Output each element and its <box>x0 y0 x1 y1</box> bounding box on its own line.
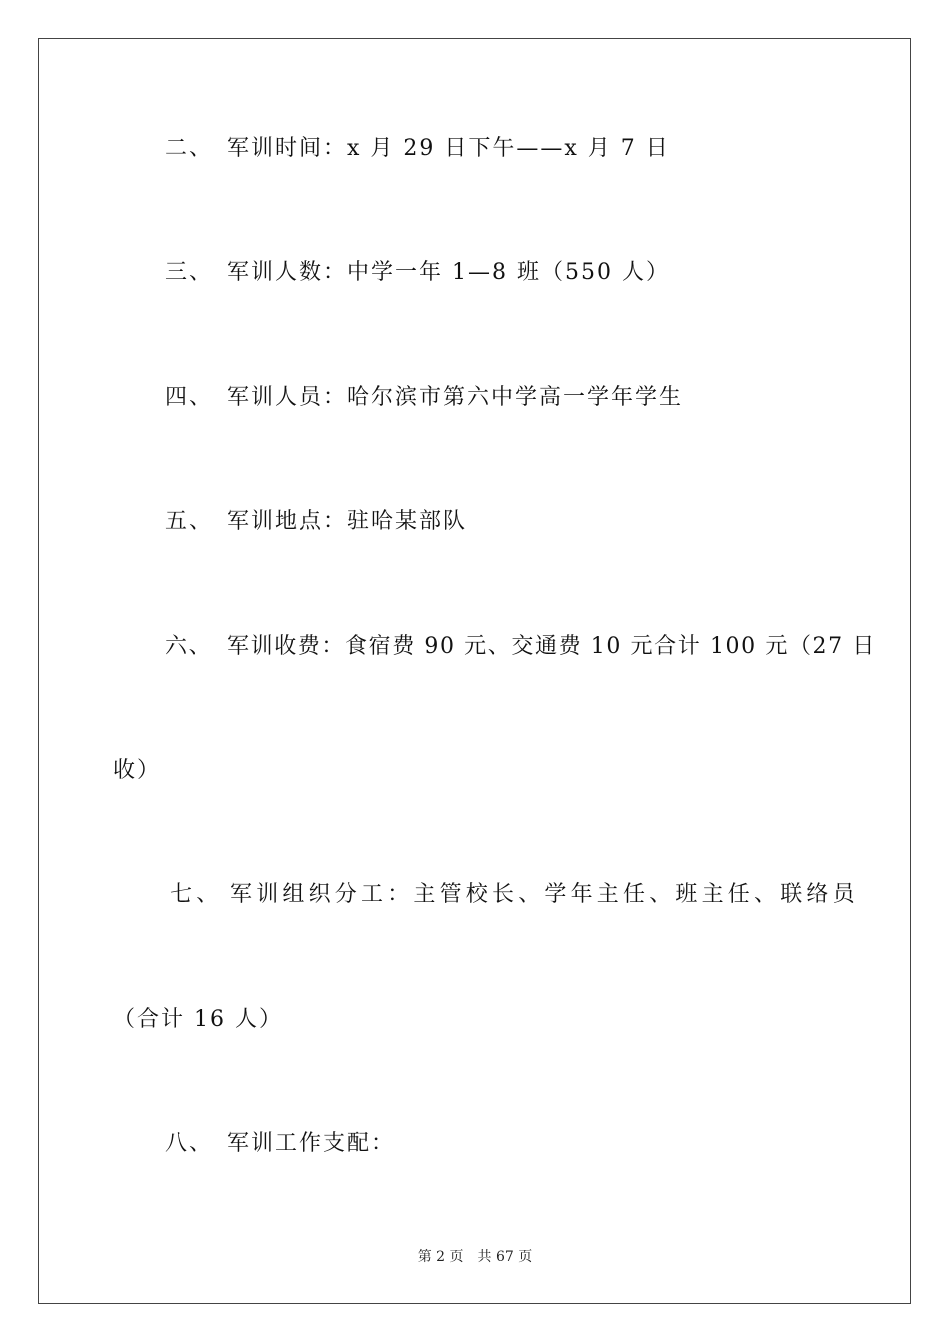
section-marker: 五、 <box>165 509 214 534</box>
section-marker: 三、 <box>165 260 214 285</box>
section-text: 军训人员：哈尔滨市第六中学高一学年学生 <box>227 385 684 410</box>
section-marker: 四、 <box>165 385 214 410</box>
section-line-6 <box>165 632 876 662</box>
section-line-3 <box>165 258 670 288</box>
section-line-7 <box>170 880 859 910</box>
section-text: 军训人数：中学一年 1—8 班（550 人） <box>227 260 670 285</box>
section-line-4 <box>165 383 683 413</box>
section-marker: 二、 <box>165 136 214 161</box>
section-text: 军训地点：驻哈某部队 <box>227 509 468 534</box>
section-line-5 <box>165 507 467 537</box>
page-total: 共 67 页 <box>477 1249 533 1265</box>
section-marker: 六、 <box>165 634 213 659</box>
section-text: 军训工作支配： <box>227 1131 396 1156</box>
page-frame <box>38 38 911 1304</box>
section-marker: 八、 <box>165 1131 214 1156</box>
page-number: 第 2 页 <box>417 1249 464 1265</box>
section-marker: 七、 <box>170 882 223 907</box>
section-text: 军训时间：x 月 29 日下午——x 月 7 日 <box>227 136 670 161</box>
section-line-2 <box>165 134 670 164</box>
section-line-8 <box>165 1129 395 1159</box>
section-text: 军训收费：食宿费 90 元、交通费 10 元合计 100 元（27 日 <box>227 634 876 659</box>
page-footer <box>0 1247 950 1267</box>
section-text: 军训组织分工：主管校长、学年主任、班主任、联络员 <box>230 882 859 907</box>
section-line-6-continuation: 收） <box>113 758 162 783</box>
section-line-7-continuation: （合计 16 人） <box>113 1007 283 1032</box>
